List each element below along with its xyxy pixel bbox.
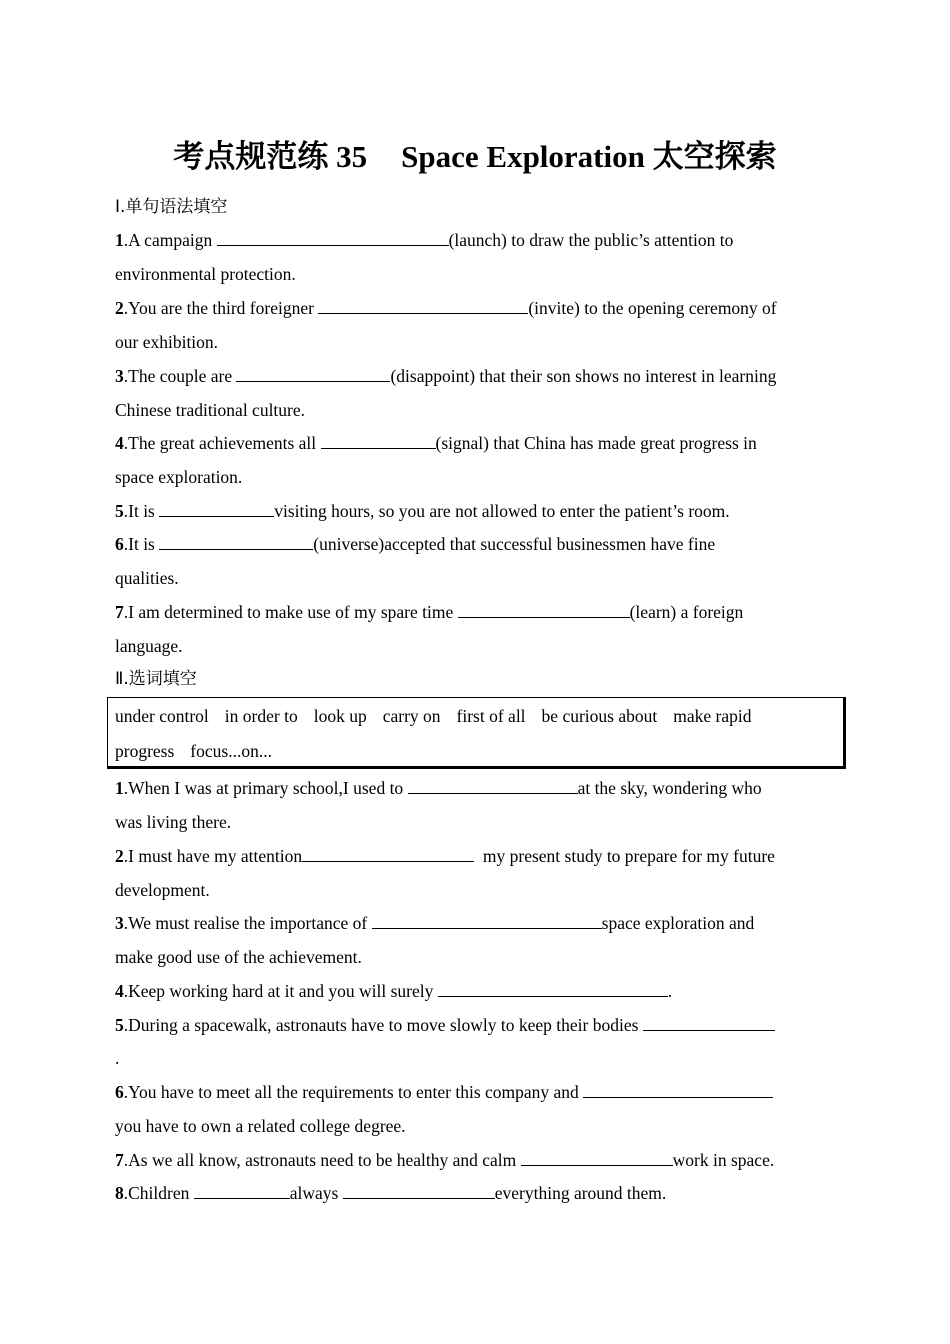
answer-blank[interactable] [159,502,274,517]
section-1-heading: Ⅰ.单句语法填空 [115,197,228,217]
question-number: 5 [115,501,124,521]
title-en: Space Exploration 太空探索 [401,139,777,174]
s1-question-5: 5.It is visiting hours, so you are not allowed to enter the patient’s room. [115,501,730,521]
answer-blank[interactable] [521,1151,673,1166]
word-bank-row-1 [115,704,751,728]
question-number: 6 [115,1082,124,1102]
s2-question-7: 7.As we all know, astronauts need to be healthy and calm work in space. [115,1150,775,1170]
s2-question-2-cont: development. [115,880,210,900]
question-number: 3 [115,913,124,933]
answer-blank[interactable] [438,982,668,997]
question-number: 4 [115,981,124,1001]
answer-blank[interactable] [217,231,449,246]
word-bank-box [107,697,846,769]
s1-question-2-cont: our exhibition. [115,332,219,352]
s1-question-4: 4.The great achievements all (signal) that China has made great progress in [115,433,757,453]
answer-blank[interactable] [321,434,436,449]
s2-question-8: 8.Children always everything around them. [115,1183,667,1203]
word-bank-item: look up [313,706,367,726]
answer-blank[interactable] [458,603,630,618]
s1-question-1-cont: environmental protection. [115,264,296,284]
page-title [0,136,950,178]
word-bank-row-2 [115,739,288,763]
question-number: 2 [115,298,124,318]
s1-question-2: 2.You are the third foreigner (invite) to the opening ceremony of [115,298,777,318]
question-number: 1 [115,778,124,798]
s2-question-1: 1.When I was at primary school,I used to at the sky, wondering who [115,778,762,798]
s1-question-7: 7.I am determined to make use of my spare time (learn) a foreign [115,602,744,622]
word-bank-item: in order to [224,706,298,726]
answer-blank[interactable] [194,1184,290,1199]
s2-question-5: 5.During a spacewalk, astronauts have to move slowly to keep their bodies [115,1013,775,1037]
answer-blank[interactable] [343,1184,495,1199]
s1-question-3-cont: Chinese traditional culture. [115,400,306,420]
s2-question-2: 2.I must have my attention my present study to prepare for my future [115,846,775,866]
word-bank-item: carry on [382,706,441,726]
answer-blank[interactable] [408,779,578,794]
s1-question-7-cont: language. [115,636,183,656]
word-bank-item: progress [115,741,175,761]
word-bank-item: be curious about [541,706,658,726]
s2-question-4: 4.Keep working hard at it and you will surely . [115,981,673,1001]
question-number: 7 [115,1150,124,1170]
question-number: 1 [115,230,124,250]
word-bank-item: make rapid [673,706,752,726]
question-number: 3 [115,366,124,386]
s1-question-3: 3.The couple are (disappoint) that their son shows no interest in learning [115,366,777,386]
s1-question-1: 1.A campaign (launch) to draw the public’s attention to [115,230,734,250]
word-bank-item: focus...on... [190,741,272,761]
s2-question-6-cont: you have to own a related college degree. [115,1116,406,1136]
s2-question-3-cont: make good use of the achievement. [115,947,362,967]
answer-blank[interactable] [302,847,474,862]
answer-blank[interactable] [236,367,390,382]
s2-question-1-cont: was living there. [115,812,232,832]
question-number: 2 [115,846,124,866]
s2-question-5-cont: . [115,1048,120,1068]
s1-question-4-cont: space exploration. [115,467,243,487]
question-number: 4 [115,433,124,453]
question-number: 5 [115,1015,124,1035]
question-number: 8 [115,1183,124,1203]
title-cn: 考点规范练 35 [173,139,368,174]
answer-blank[interactable] [583,1083,773,1098]
question-number: 6 [115,534,124,554]
question-number: 7 [115,602,124,622]
word-bank-item: under control [115,706,209,726]
s2-question-3: 3.We must realise the importance of space exploration and [115,913,755,933]
answer-blank[interactable] [643,1016,775,1031]
word-bank-item: first of all [456,706,526,726]
s1-question-6-cont: qualities. [115,568,179,588]
answer-blank[interactable] [159,535,313,550]
s1-question-6: 6.It is (universe)accepted that successful businessmen have fine [115,534,716,554]
answer-blank[interactable] [318,299,528,314]
section-2-heading: Ⅱ.选词填空 [115,669,197,689]
answer-blank[interactable] [372,914,602,929]
s2-question-6: 6.You have to meet all the requirements to enter this company and [115,1080,773,1104]
